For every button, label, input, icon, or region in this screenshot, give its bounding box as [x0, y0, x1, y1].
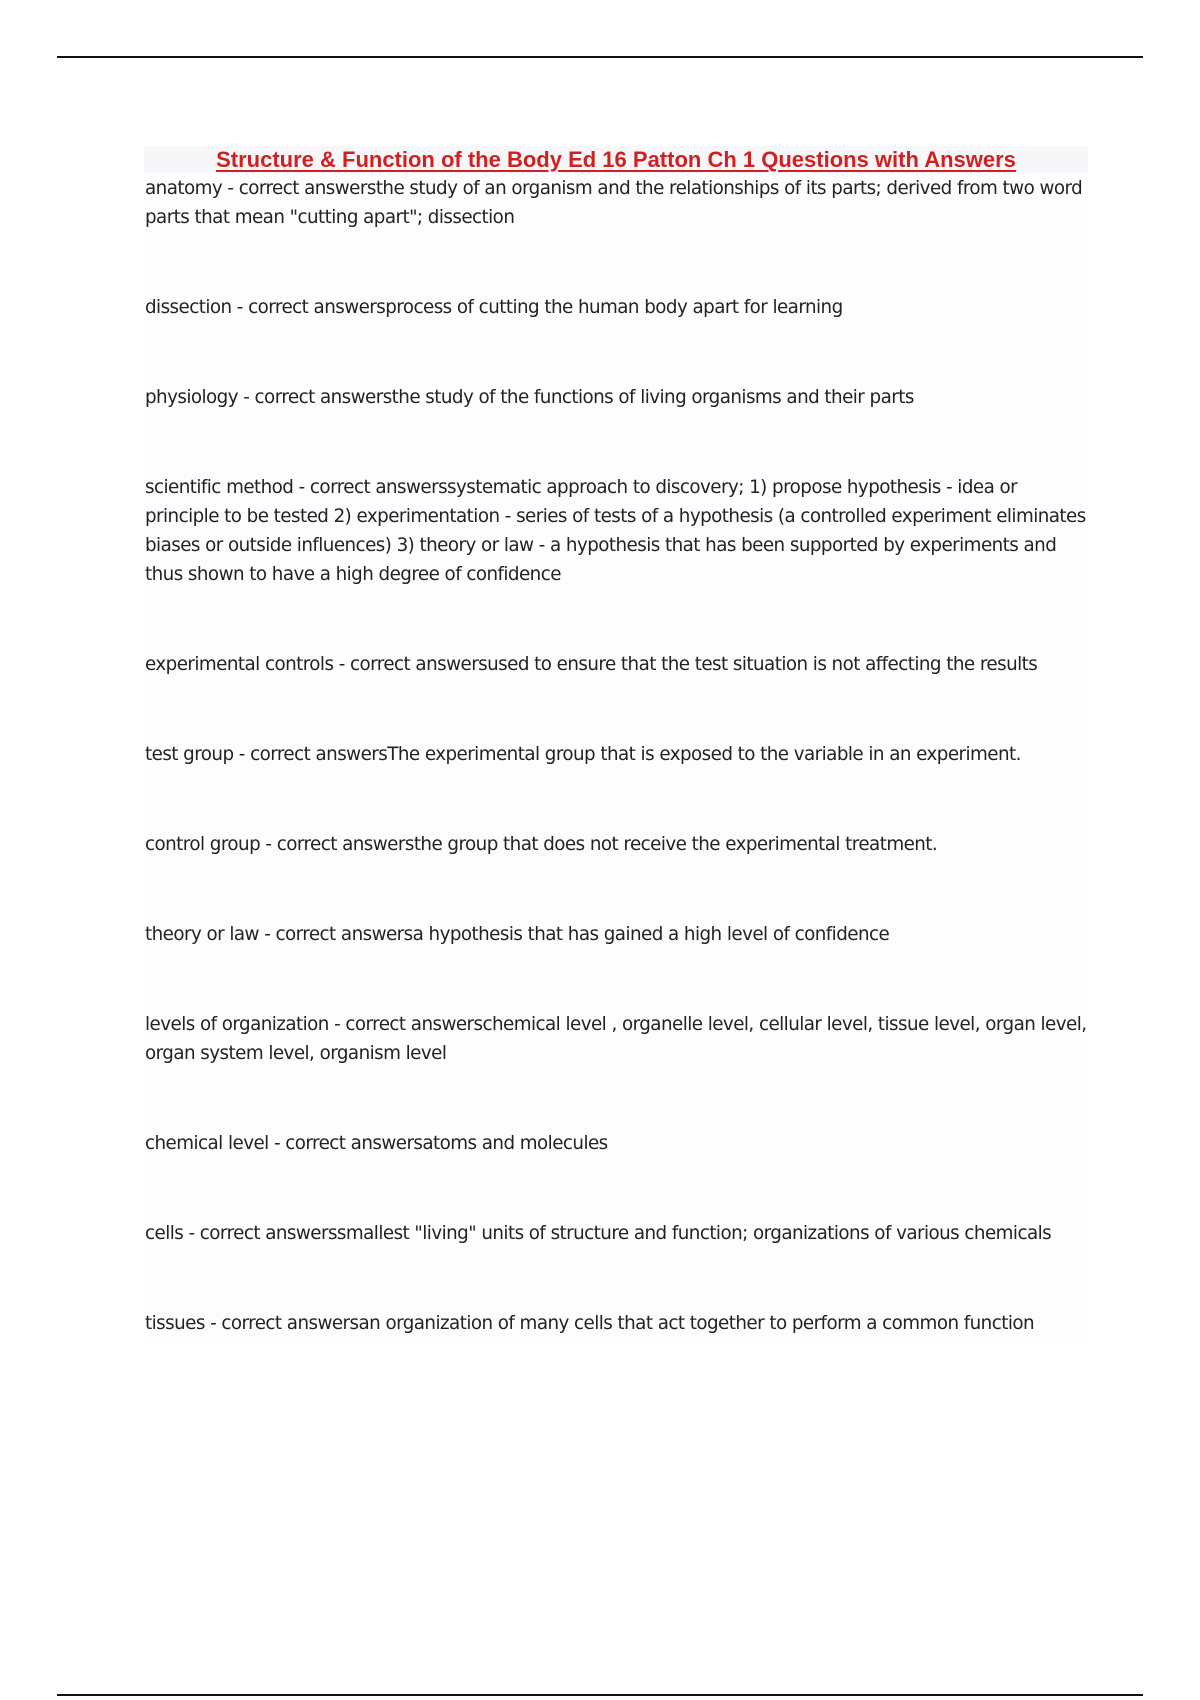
- bottom-rule: [57, 1694, 1143, 1696]
- document-title: Structure & Function of the Body Ed 16 Patton Ch 1 Questions with Answers: [216, 147, 1016, 172]
- qa-entry: anatomy - correct answersthe study of an organism and the relationships of its parts; derived from two word parts that mean "cutting apart"; dissection: [145, 178, 1083, 228]
- qa-entry: control group - correct answersthe group that does not receive the experimental treatment.: [145, 834, 938, 855]
- qa-entry: tissues - correct answersan organization of many cells that act together to perform a common function: [145, 1313, 1035, 1334]
- qa-entry: theory or law - correct answersa hypothesis that has gained a high level of confidence: [145, 924, 890, 945]
- qa-list: [145, 174, 1095, 1399]
- qa-entry: scientific method - correct answerssystematic approach to discovery; 1) propose hypothesis - idea or principle to be tested 2) experimentation - series of tests of a hypothesis (a controlled experiment eliminates biases or outside influences) 3) theory or law - a hypothesis that has been supported by experiments and thus shown to have a high degree of confidence: [145, 477, 1086, 585]
- title-bar: [144, 146, 1088, 173]
- qa-entry: physiology - correct answersthe study of the functions of living organisms and their parts: [145, 387, 914, 408]
- qa-entry: test group - correct answersThe experimental group that is exposed to the variable in an experiment.: [145, 744, 1021, 765]
- qa-entry: chemical level - correct answersatoms and molecules: [145, 1133, 608, 1154]
- qa-entry: dissection - correct answersprocess of cutting the human body apart for learning: [145, 297, 843, 318]
- top-rule: [57, 56, 1143, 58]
- qa-entry: levels of organization - correct answerschemical level , organelle level, cellular level, tissue level, organ level, organ system level, organism level: [145, 1014, 1087, 1064]
- qa-entry: experimental controls - correct answersused to ensure that the test situation is not affecting the results: [145, 654, 1038, 675]
- qa-entry: cells - correct answerssmallest "living" units of structure and function; organizations of various chemicals: [145, 1223, 1052, 1244]
